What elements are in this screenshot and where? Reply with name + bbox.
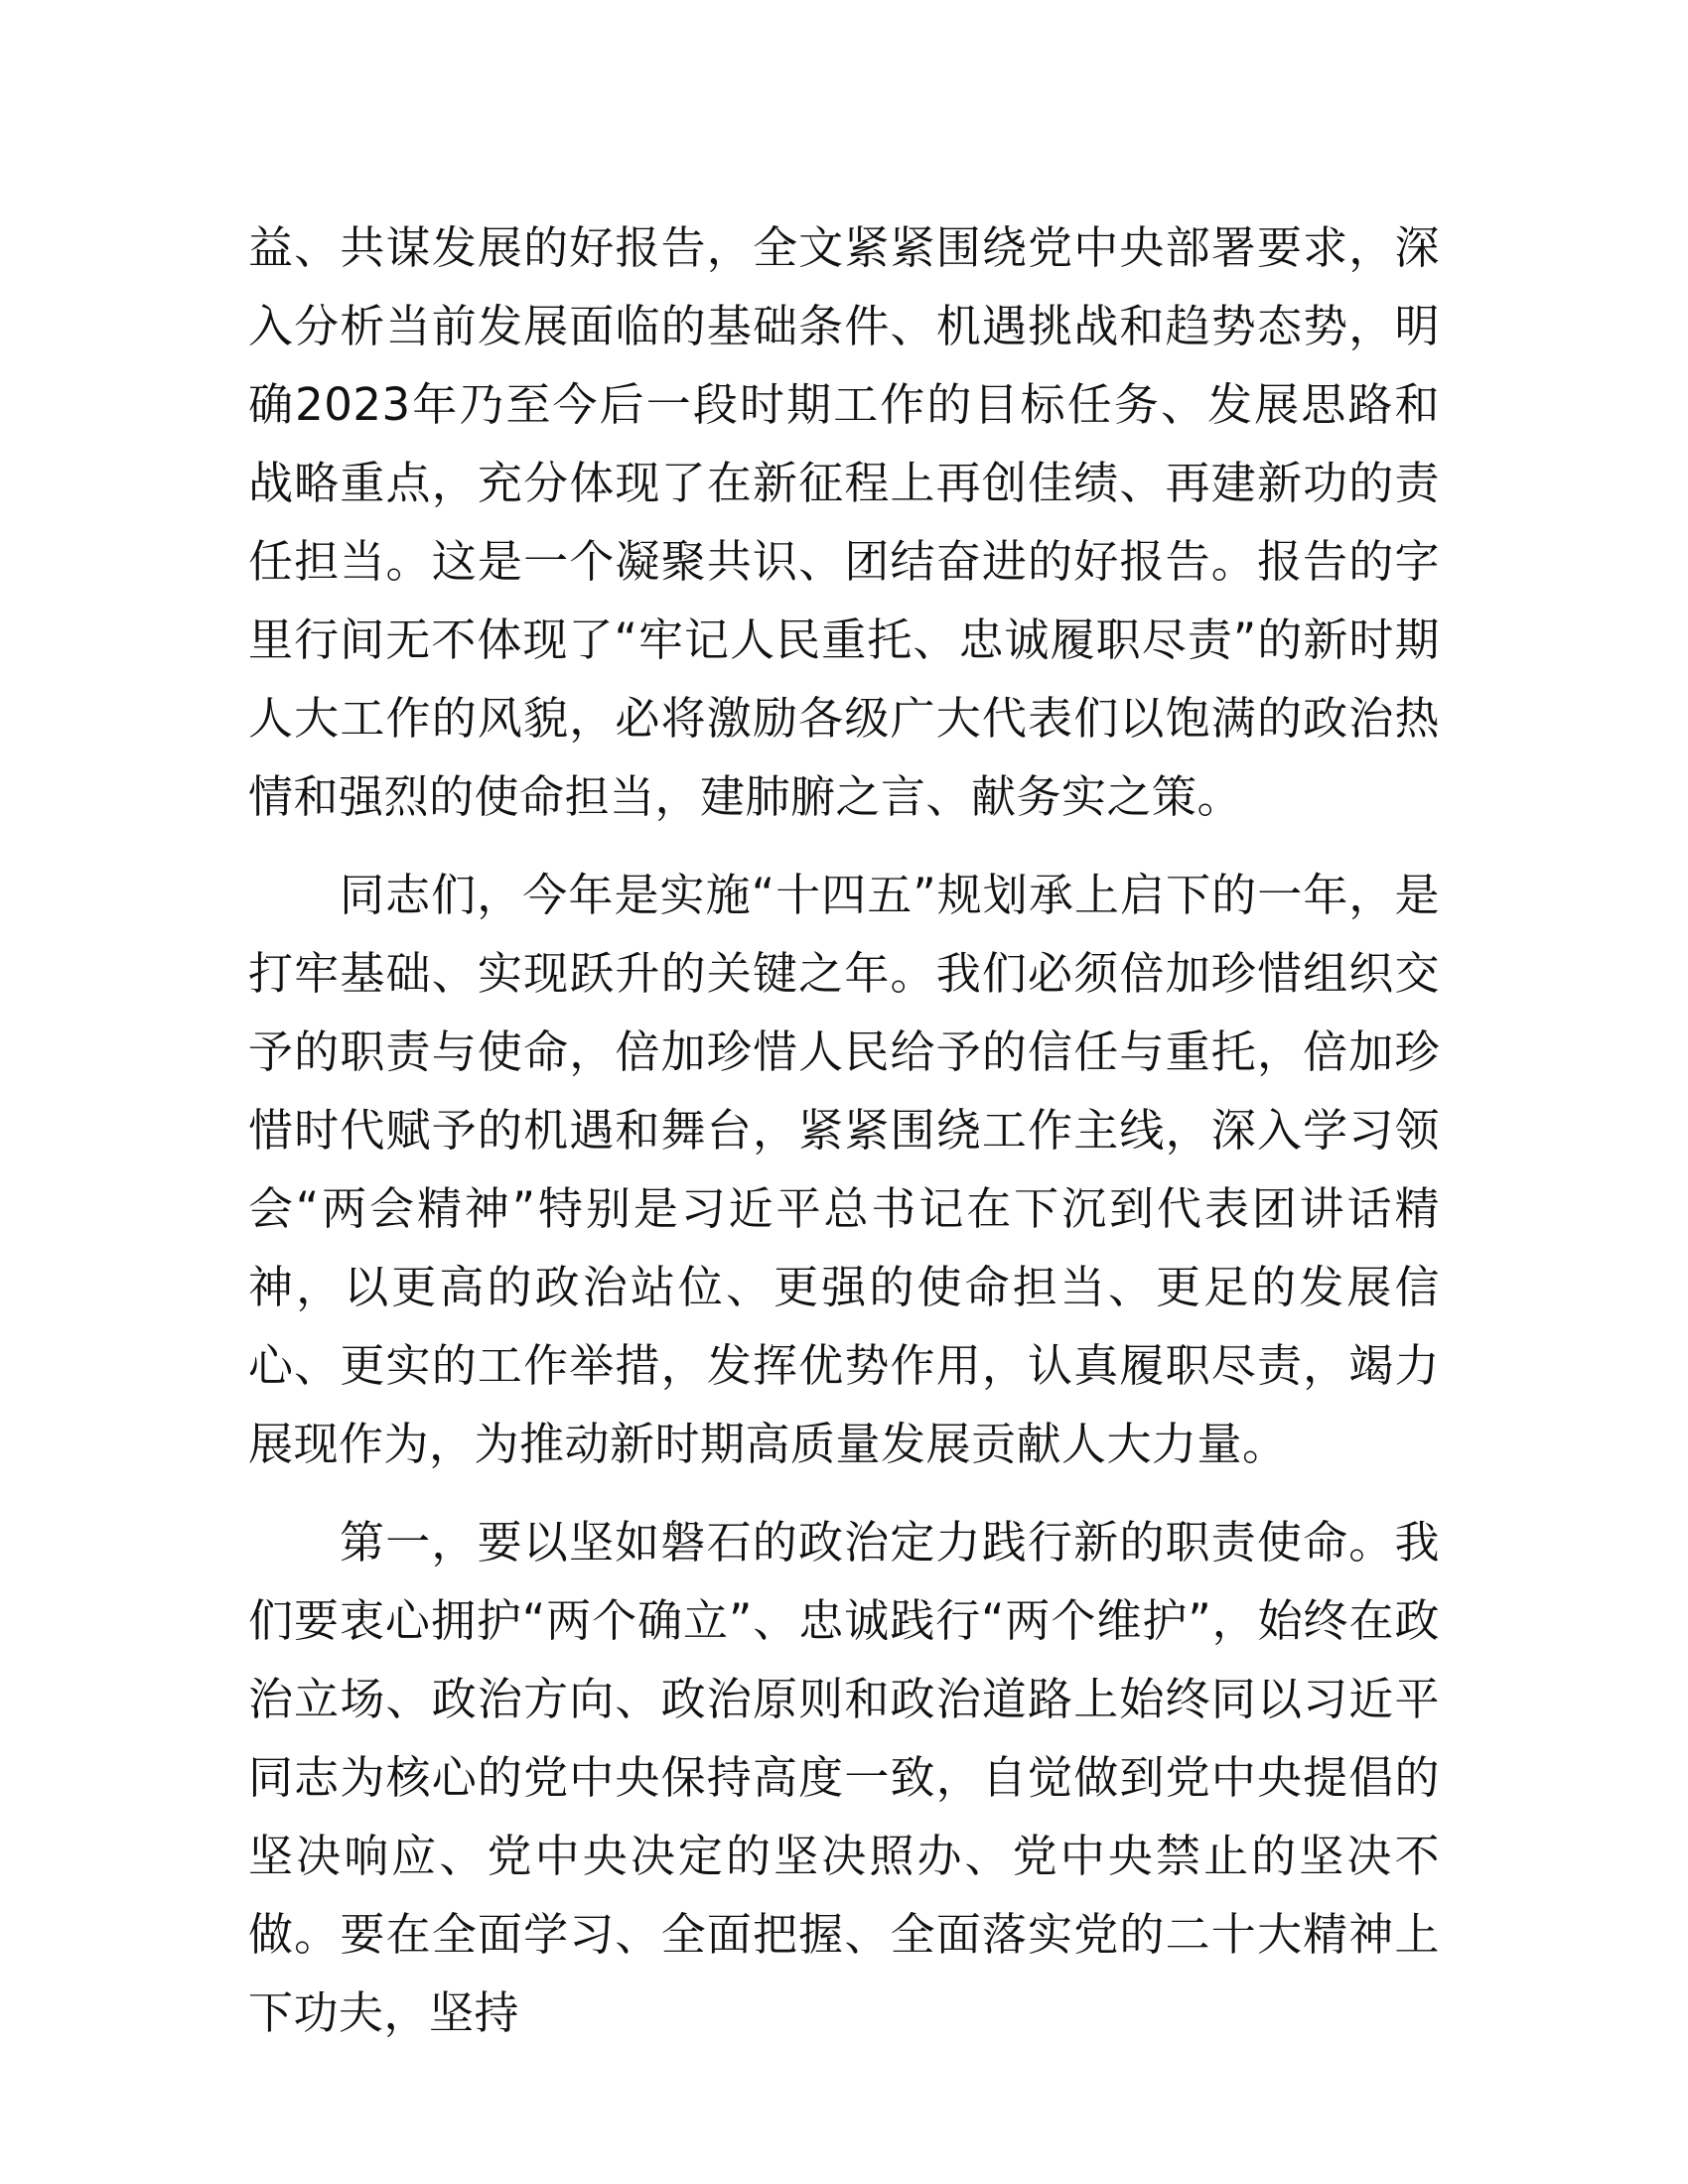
document-body xyxy=(248,208,1440,2072)
paragraph-continuation: 益、共谋发展的好报告，全文紧紧围绕党中央部署要求，深入分析当前发展面临的基础条件、机遇挑战和趋势态势，明确2023年乃至今后一段时期工作的目标任务、发展思路和战略重点，充分体现了在新征程上再创佳绩、再建新功的责任担当。这是一个凝聚共识、团结奋进的好报告。报告的字里行间无不体现了“牢记人民重托、忠诚履职尽责”的新时期人大工作的风貌，必将激励各级广大代表们以饱满的政治热情和强烈的使命担当，建肺腑之言、献务实之策。 xyxy=(248,221,1440,823)
paragraph-comrades: 同志们，今年是实施“十四五”规划承上启下的一年，是打牢基础、实现跃升的关键之年。我们必须倍加珍惜组织交予的职责与使命，倍加珍惜人民给予的信任与重托，倍加珍惜时代赋予的机遇和舞台，紧紧围绕工作主线，深入学习领会“两会精神”特别是习近平总书记在下沉到代表团讲话精神，以更高的政治站位、更强的使命担当、更足的发展信心、更实的工作举措，发挥优势作用，认真履职尽责，竭力展现作为，为推动新时期高质量发展贡献人大力量。 xyxy=(248,869,1440,1470)
paragraph-first-point: 第一，要以坚如磐石的政治定力践行新的职责使命。我们要衷心拥护“两个确立”、忠诚践行“两个维护”，始终在政治立场、政治方向、政治原则和政治道路上始终同以习近平同志为核心的党中央保持高度一致，自觉做到党中央提倡的坚决响应、党中央决定的坚决照办、党中央禁止的坚决不做。要在全面学习、全面把握、全面落实党的二十大精神上下功夫，坚持 xyxy=(248,1516,1440,2039)
